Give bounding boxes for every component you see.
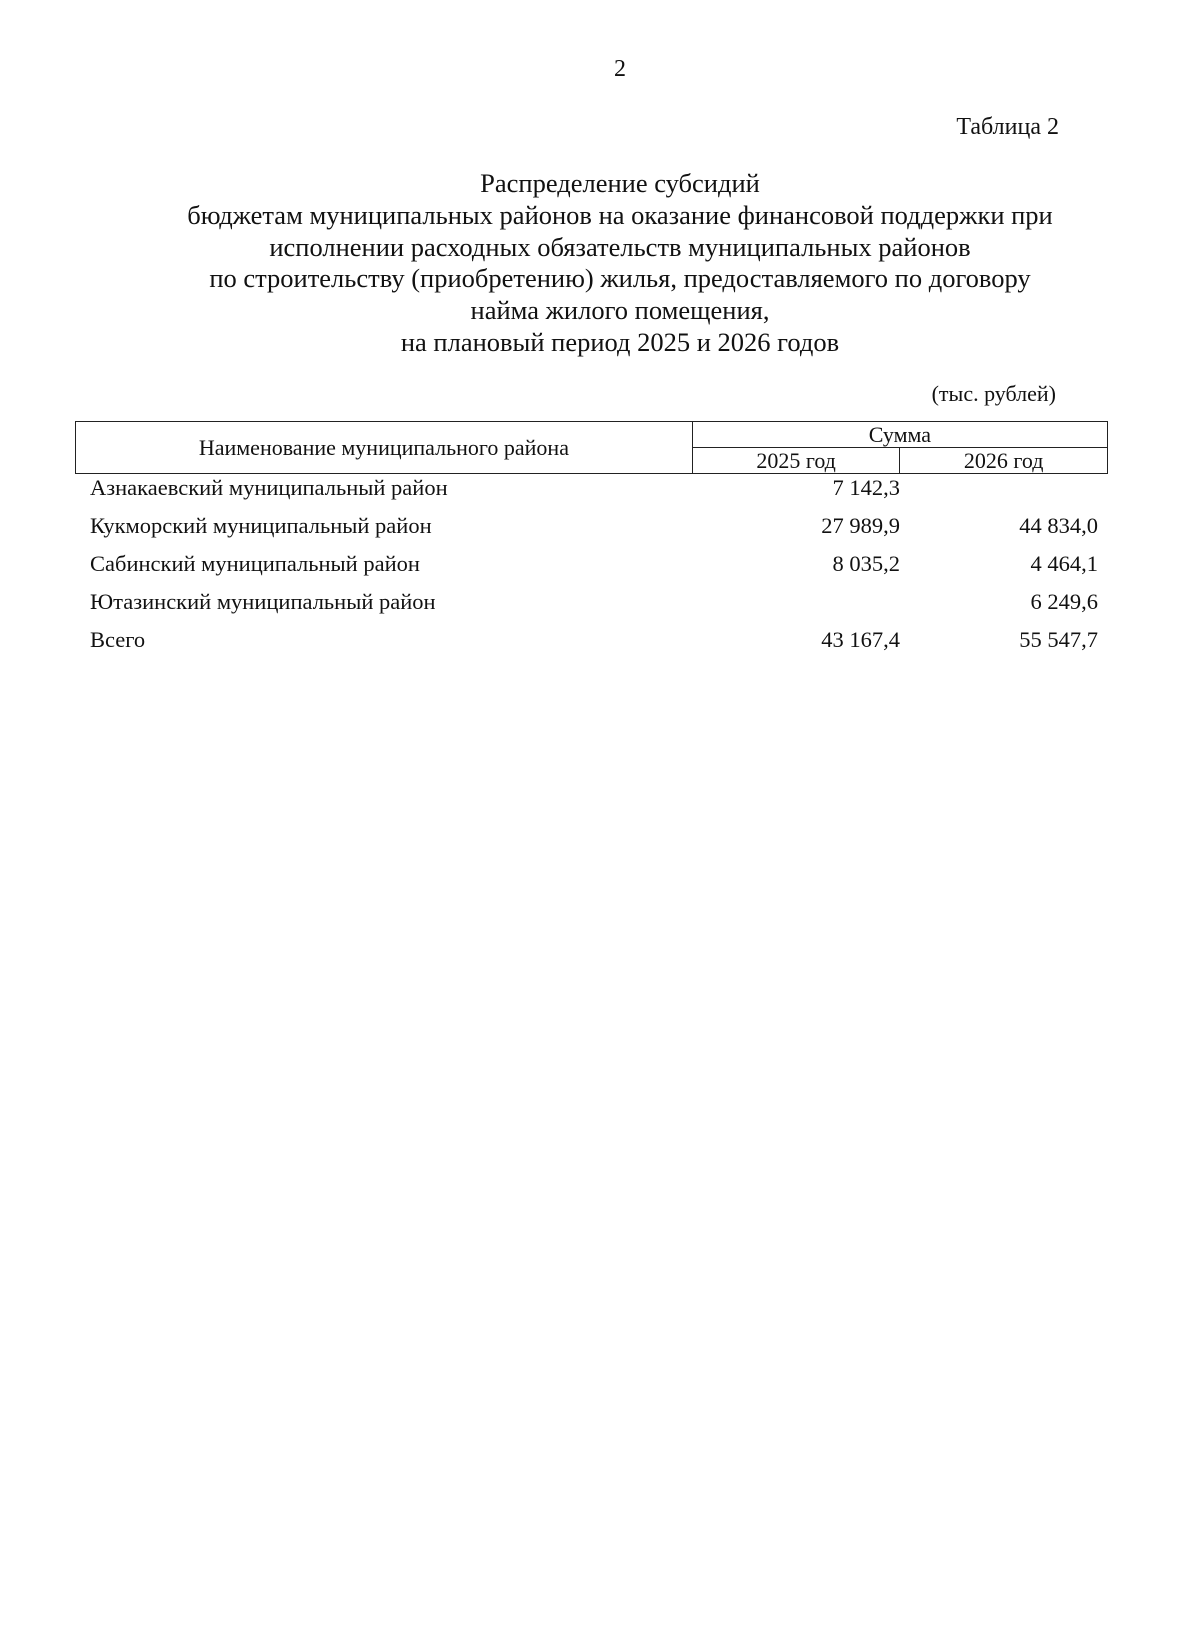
amount-2025: 27 989,9 (821, 513, 900, 538)
amount-2025: 7 142,3 (832, 475, 900, 500)
total-2025: 43 167,4 (821, 627, 900, 652)
district-name: Кукморский муниципальный район (90, 513, 432, 538)
table-row (75, 513, 1108, 551)
table-body (75, 475, 1108, 665)
document-title (0, 168, 1200, 359)
amount-2026: 44 834,0 (1019, 513, 1098, 538)
total-label: Всего (90, 627, 146, 652)
header-year-2025: 2025 год (692, 448, 900, 474)
table-header (75, 421, 1108, 474)
title-line: бюджетам муниципальных районов на оказание финансовой поддержки при (187, 199, 1053, 230)
amount-2026: 4 464,1 (1030, 551, 1098, 576)
table-row (75, 589, 1108, 627)
district-name: Азнакаевский муниципальный район (90, 475, 448, 500)
title-line: на плановый период 2025 и 2026 годов (400, 326, 840, 357)
title-line: найма жилого помещения, (470, 295, 770, 326)
header-year-2026: 2026 год (900, 448, 1108, 474)
header-sum: Сумма (692, 422, 1107, 448)
table-row-total (75, 627, 1108, 665)
page-number: 2 (614, 56, 626, 82)
district-name: Ютазинский муниципальный район (90, 589, 436, 614)
units-note: (тыс. рублей) (931, 381, 1056, 406)
total-2026: 55 547,7 (1019, 627, 1098, 652)
title-line: исполнении расходных обязательств муниципальных районов (269, 231, 971, 262)
table-label: Таблица 2 (956, 114, 1059, 140)
amount-2025: 8 035,2 (832, 551, 900, 576)
header-district-name: Наименование муниципального района (76, 422, 693, 474)
table-row (75, 551, 1108, 589)
title-line: Распределение субсидий (480, 168, 760, 198)
title-line: по строительству (приобретению) жилья, предоставляемого по договору (209, 263, 1031, 294)
amount-2026: 6 249,6 (1030, 589, 1098, 614)
district-name: Сабинский муниципальный район (90, 551, 420, 576)
table-row (75, 475, 1108, 513)
